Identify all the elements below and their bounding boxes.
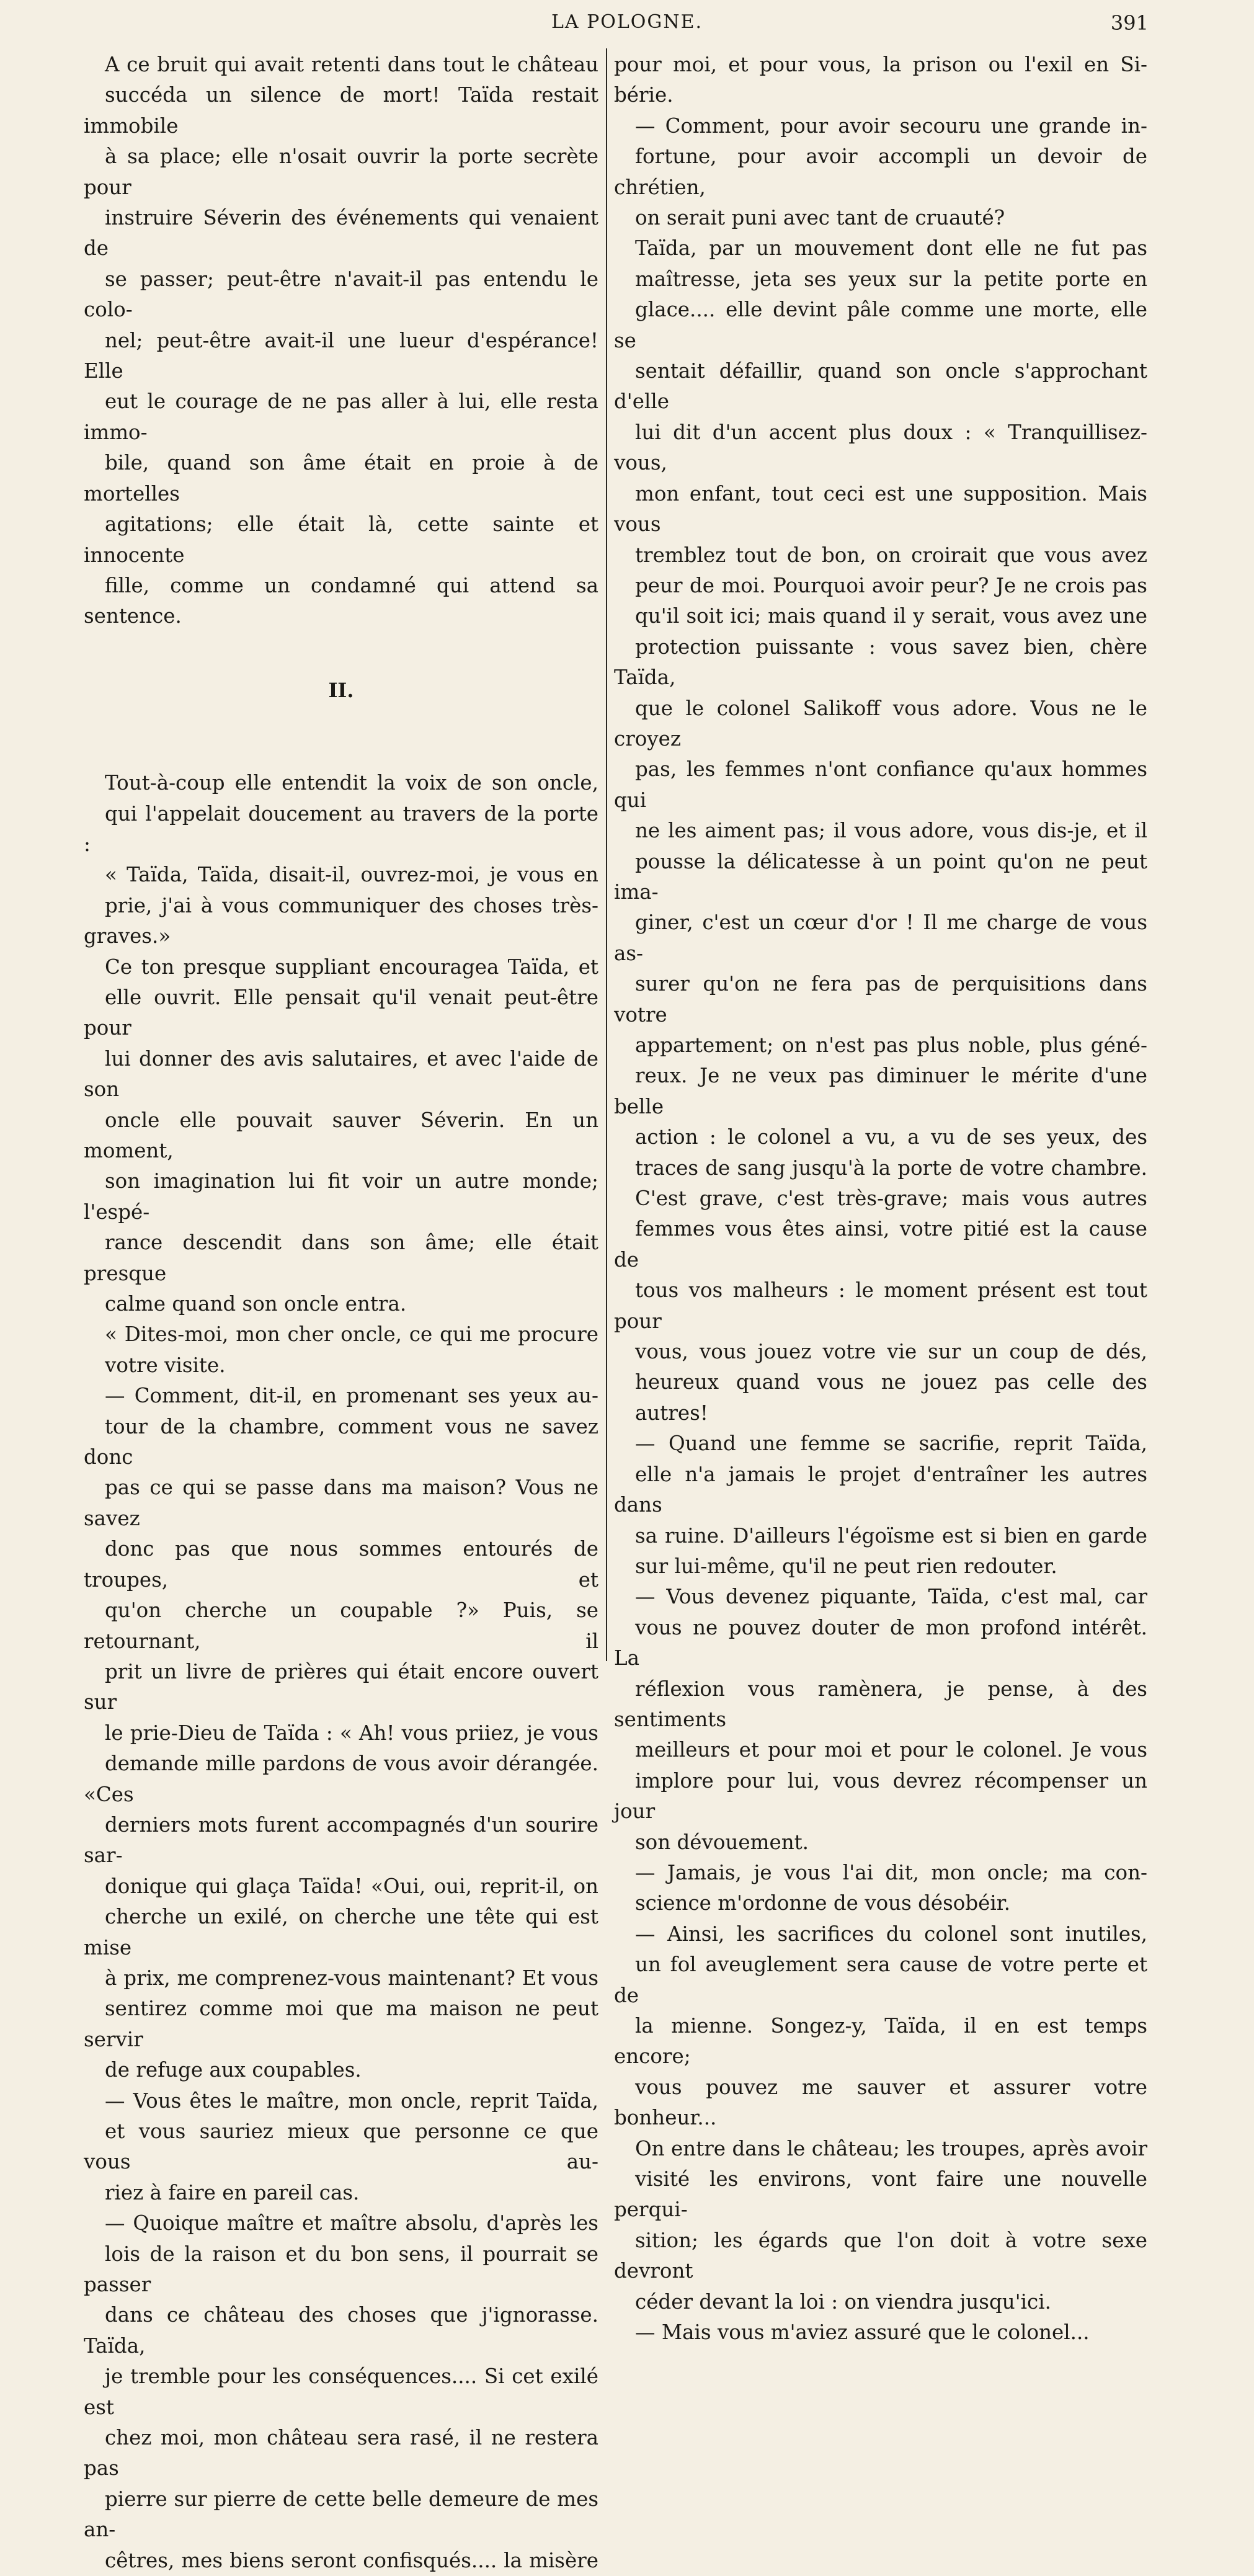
text-line: C'est grave, c'est très-grave; mais vous autres (635, 1187, 1147, 1211)
text-line: — Comment, dit-il, en promenant ses yeux au- (105, 1384, 598, 1408)
text-line: — Ainsi, les sacrifices du colonel sont inutiles, (635, 1922, 1147, 1946)
text-line: qu'il soit ici; mais quand il y serait, vous avez une (635, 604, 1147, 628)
text-line: pas, les femmes n'ont confiance qu'aux hommes qui (614, 757, 1147, 812)
column-divider (606, 48, 607, 1661)
text-line: Ce ton presque suppliant encouragea Taïda, et (105, 955, 598, 979)
text-line: riez à faire en pareil cas. (105, 2180, 360, 2204)
text-line: je tremble pour les conséquences.... Si cet exilé est (84, 2364, 598, 2419)
right-column (614, 50, 1147, 2348)
text-line: maîtresse, jeta ses yeux sur la petite porte en (635, 267, 1147, 291)
text-line: surer qu'on ne fera pas de perquisitions dans votre (614, 972, 1147, 1027)
text-line: dans ce château des choses que j'ignorasse. Taïda, (84, 2303, 598, 2358)
text-line: sa ruine. D'ailleurs l'égoïsme est si bien en garde (635, 1523, 1147, 1548)
text-line: sentait défaillir, quand son oncle s'approchant d'elle (614, 359, 1147, 414)
text-line: pierre sur pierre de cette belle demeure de mes an- (84, 2487, 598, 2542)
text-line: meilleurs et pour moi et pour le colonel. Je vous (635, 1738, 1147, 1762)
text-line: giner, c'est un cœur d'or ! Il me charge de vous as- (614, 911, 1147, 965)
text-line: — Comment, pour avoir secouru une grande in- (635, 114, 1147, 138)
paragraph (614, 1919, 1147, 2317)
text-line: et vous sauriez mieux que personne ce que vous au- (84, 2119, 598, 2174)
text-line: « Dites-moi, mon cher oncle, ce qui me procure (105, 1322, 598, 1347)
paragraph (84, 1319, 598, 1381)
text-line: traces de sang jusqu'à la porte de votre chambre. (635, 1156, 1147, 1180)
page-header (0, 5, 1254, 42)
text-line: donique qui glaça Taïda! «Oui, oui, reprit-il, on (105, 1874, 598, 1898)
text-line: reux. Je ne veux pas diminuer le mérite d'une belle (614, 1064, 1147, 1118)
text-line: — Vous devenez piquante, Taïda, c'est mal, car (635, 1585, 1147, 1609)
text-line: prie, j'ai à vous communiquer des choses très-graves.» (84, 893, 598, 948)
text-line: calme quand son oncle entra. (105, 1292, 407, 1316)
text-line: Taïda, par un mouvement dont elle ne fut pas (635, 236, 1147, 261)
text-line: agitations; elle était là, cette sainte et innocente (84, 512, 598, 567)
paragraph (84, 860, 598, 1319)
text-line: son imagination lui fit voir un autre monde; l'espé- (84, 1169, 598, 1224)
text-line: appartement; on n'est pas plus noble, plus géné- (635, 1033, 1147, 1057)
text-line: le prie-Dieu de Taïda : « Ah! vous priiez, je vous (105, 1721, 598, 1745)
text-line: visité les environs, vont faire une nouvelle perqui- (614, 2167, 1147, 2222)
text-line: science m'ordonne de vous désobéir. (635, 1891, 1011, 1915)
text-line: vous, vous jouez votre vie sur un coup de dés, (635, 1340, 1147, 1364)
paragraph (84, 1381, 598, 2085)
text-line: heureux quand vous ne jouez pas celle des (635, 1370, 1147, 1394)
text-line: vous pouvez me sauver et assurer votre bonheur... (614, 2075, 1147, 2130)
text-line: donc pas que nous sommes entourés de troupes, et (84, 1537, 598, 1592)
text-line: lui donner des avis salutaires, et avec l'aide de son (84, 1046, 598, 1102)
text-line: un fol aveuglement sera cause de votre perte et de (614, 1953, 1147, 2007)
text-line: cherche un exilé, on cherche une tête qui est mise (84, 1905, 598, 1959)
text-line: fortune, pour avoir accompli un devoir de chrétien, (614, 145, 1147, 199)
text-line: autres! (635, 1401, 708, 1425)
text-line: succéda un silence de mort! Taïda restait immobile (84, 83, 598, 138)
text-line: qu'on cherche un coupable ?» Puis, se retournant, il (84, 1598, 598, 1653)
paragraph (614, 1582, 1147, 1858)
text-line: prit un livre de prières qui était encore ouvert sur (84, 1659, 598, 1714)
text-line: peur de moi. Pourquoi avoir peur? Je ne crois pas (635, 573, 1147, 597)
text-line: se passer; peut-être n'avait-il pas entendu le colo- (84, 267, 598, 322)
paragraph (614, 111, 1147, 234)
text-line: réflexion vous ramènera, je pense, à des sentiments (614, 1677, 1147, 1731)
text-line: — Mais vous m'aviez assuré que le colonel... (635, 2320, 1090, 2345)
text-line: la mienne. Songez-y, Taïda, il en est temps encore; (614, 2014, 1147, 2069)
text-line: tremblez tout de bon, on croirait que vous avez (635, 543, 1147, 567)
text-line: implore pour lui, vous devrez récompenser un jour (614, 1768, 1147, 1824)
text-line: de refuge aux coupables. (105, 2058, 362, 2082)
paragraph (614, 233, 1147, 1428)
text-line: céder devant la loi : on viendra jusqu'ici. (635, 2289, 1051, 2314)
text-line: fille, comme un condamné qui attend sa sentence. (84, 573, 598, 628)
text-line: instruire Séverin des événements qui venaient de (84, 206, 598, 261)
text-line: derniers mots furent accompagnés d'un sourire sar- (84, 1812, 598, 1868)
text-line: — Quand une femme se sacrifie, reprit Taïda, (635, 1432, 1147, 1456)
paragraph (614, 1858, 1147, 1919)
text-line: pousse la délicatesse à un point qu'on ne peut ima- (614, 849, 1147, 904)
paragraph (614, 50, 1147, 111)
text-line: glace.... elle devint pâle comme une morte, elle se (614, 298, 1147, 352)
text-line: vous ne pouvez douter de mon profond intérêt. La (614, 1615, 1147, 1670)
page-number: 391 (1110, 11, 1149, 35)
section-heading: II. (328, 678, 354, 702)
text-line: sition; les égards que l'on doit à votre sexe devront (614, 2228, 1147, 2283)
text-line: bile, quand son âme était en proie à de mortelles (84, 451, 598, 506)
text-line: lois de la raison et du bon sens, il pourrait se passer (84, 2242, 598, 2297)
text-line: — Vous êtes le maître, mon oncle, reprit Taïda, (105, 2088, 598, 2113)
text-line: elle ouvrit. Elle pensait qu'il venait peut-être pour (84, 985, 598, 1040)
text-line: ne les aiment pas; il vous adore, vous dis-je, et il (635, 819, 1147, 843)
text-line: lui dit d'un accent plus doux : « Tranquillisez-vous, (614, 420, 1147, 475)
text-line: à prix, me comprenez-vous maintenant? Et vous (105, 1966, 598, 1990)
text-line: mon enfant, tout ceci est une supposition. Mais vous (614, 481, 1147, 537)
text-line: femmes vous êtes ainsi, votre pitié est la cause de (614, 1217, 1147, 1272)
text-line: pas ce qui se passe dans ma maison? Vous ne savez (84, 1476, 598, 1530)
text-line: votre visite. (105, 1353, 226, 1377)
text-line: sentirez comme moi que ma maison ne peut servir (84, 1997, 598, 2051)
text-line: tour de la chambre, comment vous ne savez donc (84, 1414, 598, 1469)
text-line: bérie. (614, 83, 674, 107)
running-head: LA POLOGNE. (551, 11, 703, 33)
text-line: eut le courage de ne pas aller à lui, elle resta immo- (84, 390, 598, 444)
text-line: « Taïda, Taïda, disait-il, ouvrez-moi, je vous en (105, 863, 598, 887)
text-line: cêtres, mes biens seront confisqués.... la misère (105, 2548, 598, 2572)
text-line: qui l'appelait doucement au travers de la porte : (84, 801, 598, 856)
text-line: demande mille pardons de vous avoir dérangée. «Ces (84, 1752, 598, 1806)
text-line: oncle elle pouvait sauver Séverin. En un moment, (84, 1108, 598, 1162)
text-line: que le colonel Salikoff vous adore. Vous ne le croyez (614, 696, 1147, 751)
text-line: nel; peut-être avait-il une lueur d'espérance! Elle (84, 328, 598, 383)
text-line: — Jamais, je vous l'ai dit, mon oncle; ma con- (635, 1860, 1147, 1884)
text-line: elle n'a jamais le projet d'entraîner les autres dans (614, 1462, 1147, 1517)
text-line: rance descendit dans son âme; elle était presque (84, 1231, 598, 1285)
text-line: On entre dans le château; les troupes, après avoir (635, 2136, 1147, 2160)
text-line: action : le colonel a vu, a vu de ses yeux, des (635, 1125, 1147, 1149)
text-line: — Quoique maître et maître absolu, d'après les (105, 2211, 598, 2235)
text-line: à sa place; elle n'osait ouvrir la porte secrète pour (84, 145, 598, 199)
left-column (84, 50, 598, 2576)
text-line: chez moi, mon château sera rasé, il ne restera pas (84, 2426, 598, 2480)
text-line: Tout-à-coup elle entendit la voix de son oncle, (105, 771, 598, 795)
text-line: tous vos malheurs : le moment présent est tout pour (614, 1278, 1147, 1333)
text-line: protection puissante : vous savez bien, chère Taïda, (614, 635, 1147, 690)
text-line: son dévouement. (635, 1830, 809, 1854)
text-line: pour moi, et pour vous, la prison ou l'exil en Si- (614, 53, 1147, 76)
text-line: sur lui-même, qu'il ne peut rien redouter. (635, 1554, 1057, 1578)
paragraph (84, 768, 598, 860)
paragraph (614, 1428, 1147, 1582)
paragraph (84, 50, 598, 632)
paragraph (614, 2317, 1147, 2348)
paragraph (84, 2086, 598, 2209)
text-line: on serait puni avec tant de cruauté? (635, 206, 1005, 230)
text-line: A ce bruit qui avait retenti dans tout le château (105, 53, 598, 76)
paragraph (84, 2208, 598, 2576)
